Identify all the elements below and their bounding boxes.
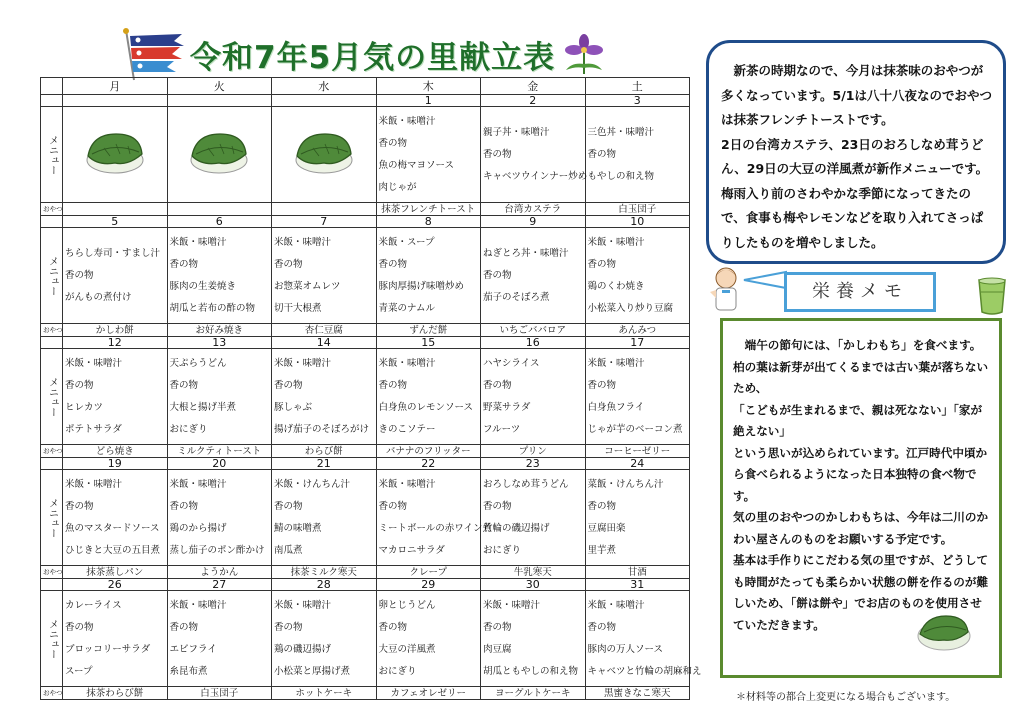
weekday-tue: 火 — [167, 78, 272, 95]
dish-item: ちらし寿司・すまし汁 — [65, 247, 161, 259]
dish-item: おろしなめ茸うどん — [483, 478, 569, 490]
snack-cell: ようかん — [167, 566, 272, 579]
dish-item: もやしの和え物 — [587, 170, 655, 182]
dish-item: ハヤシライス — [483, 357, 540, 369]
info-paragraph: 「こどもが生まれるまで、親は死なない」「家が絶えない」 — [733, 402, 983, 438]
date-cell — [63, 95, 168, 107]
dish-item: 香の物 — [378, 621, 408, 633]
date-cell: 7 — [272, 216, 377, 228]
dish-item: 香の物 — [65, 621, 94, 633]
snack-label: おやつ — [41, 687, 63, 700]
nutrition-memo-box — [706, 40, 1006, 264]
date-row — [41, 95, 690, 107]
snack-cell: 甘酒 — [585, 566, 690, 579]
dish-item: じゃが芋のベーコン煮 — [587, 423, 683, 435]
dish-item: 親子丼・味噌汁 — [483, 126, 550, 138]
snack-cell: 抹茶ミルク寒天 — [272, 566, 377, 579]
dish-item: 野菜サラダ — [483, 401, 531, 413]
dish-item: 魚の梅マヨソース — [378, 159, 455, 171]
snack-cell: どら焼き — [63, 445, 168, 458]
dish-item: 米飯・味噌汁 — [378, 357, 436, 369]
dish-item: キャベツと竹輪の胡麻和え — [587, 665, 702, 677]
dish-item: 米飯・味噌汁 — [378, 115, 436, 127]
snack-cell: 牛乳寒天 — [481, 566, 586, 579]
snack-cell: かしわ餅 — [63, 324, 168, 337]
dish-item: 青菜のナムル — [378, 302, 436, 314]
menu-cell — [585, 228, 690, 324]
snack-cell: ホットケーキ — [272, 687, 377, 700]
menu-cell — [272, 470, 377, 566]
date-cell: 20 — [167, 458, 272, 470]
dish-item: がんもの煮付け — [65, 291, 132, 303]
dish-item: 米飯・味噌汁 — [169, 599, 227, 611]
dish-item: 魚のマスタードソース — [65, 522, 160, 534]
menu-cell — [481, 470, 586, 566]
dish-item: 豚しゃぶ — [274, 401, 313, 413]
date-row — [41, 216, 690, 228]
menu-row — [41, 107, 690, 203]
menu-table — [40, 77, 702, 700]
menu-cell — [585, 470, 690, 566]
dish-item: 米飯・味噌汁 — [587, 357, 645, 369]
dish-item: 南瓜煮 — [274, 544, 303, 556]
dish-item: 小松菜入り炒り豆腐 — [587, 302, 674, 314]
dish-item: きのこソテー — [378, 423, 436, 435]
dish-item: 香の物 — [587, 379, 617, 391]
date-cell: 22 — [376, 458, 481, 470]
snack-cell — [63, 203, 168, 216]
menu-cell — [272, 228, 377, 324]
date-cell: 16 — [481, 337, 586, 349]
memo-paragraph: 2日の台湾カステラ、23日のおろしなめ茸うどん、29日の大豆の洋風煮が新作メニューです。梅雨入り前のさわやかな季節になってきたので、食事も梅やレモンなどを取り入れてさっぱりしたものを増やしました。 — [721, 136, 989, 250]
dish-item: 鯖の味噌煮 — [274, 522, 322, 534]
dish-item: 米飯・スープ — [378, 236, 435, 248]
dish-item: 鶏のから揚げ — [169, 522, 227, 534]
dish-item: 香の物 — [378, 500, 408, 512]
date-cell: 21 — [272, 458, 377, 470]
dish-item: 香の物 — [378, 137, 408, 149]
dish-item: 揚げ茄子のそぼろがけ — [274, 423, 370, 435]
dish-item: 鶏の磯辺揚げ — [274, 643, 332, 655]
dish-item: 香の物 — [483, 148, 512, 160]
date-cell — [272, 95, 377, 107]
dish-item: マカロニサラダ — [378, 544, 445, 556]
dish-item: 大豆の洋風煮 — [378, 643, 436, 655]
menu-cell — [481, 107, 586, 203]
week-body — [41, 93, 702, 700]
menu-cell — [585, 591, 702, 687]
dish-item: 香の物 — [587, 621, 617, 633]
snack-cell — [167, 203, 272, 216]
snack-cell: クレープ — [376, 566, 481, 579]
date-cell: 31 — [585, 579, 690, 591]
dish-item: おにぎり — [169, 423, 208, 435]
header-corner — [41, 78, 63, 95]
title-area — [122, 28, 622, 80]
date-cell: 15 — [376, 337, 481, 349]
menu-cell — [376, 349, 481, 445]
snack-cell: 杏仁豆腐 — [272, 324, 377, 337]
date-cell: 13 — [167, 337, 272, 349]
snack-row — [41, 445, 690, 458]
dish-item: 香の物 — [378, 258, 408, 270]
info-paragraph: という思いが込められています。江戸時代中頃から食べられるようになった日本独特の食べ物です。 — [733, 445, 988, 503]
dish-item: 豆腐田楽 — [587, 522, 626, 534]
dish-item: 米飯・味噌汁 — [65, 357, 123, 369]
menu-cell — [376, 470, 493, 566]
dish-item: 肉じゃが — [378, 181, 417, 193]
dish-item: 豚肉の生姜焼き — [169, 280, 237, 292]
date-cell: 8 — [376, 216, 481, 228]
dish-item: 三色丼・味噌汁 — [587, 126, 655, 138]
koinobori-icon — [122, 28, 188, 80]
iris-flower-icon — [562, 34, 606, 76]
dish-item: お惣菜オムレツ — [274, 280, 341, 292]
dish-item: 豚肉の万人ソース — [587, 643, 664, 655]
menu-cell — [376, 591, 481, 687]
dish-item: 香の物 — [65, 269, 94, 281]
dish-item: 茄子のそぼろ煮 — [483, 291, 550, 303]
dish-item: おにぎり — [378, 665, 417, 677]
date-row-label — [41, 458, 63, 470]
date-cell: 26 — [63, 579, 168, 591]
footnote: ＊材料等の都合上変更になる場合もございます。 — [736, 692, 956, 703]
date-cell: 9 — [481, 216, 586, 228]
dish-item: 香の物 — [587, 148, 617, 160]
info-paragraph: 端午の節句には、「かしわもち」を食べます。柏の葉は新芽が出てくるまでは古い葉が落ちないため、 — [733, 338, 989, 395]
menu-cell — [63, 591, 168, 687]
dish-item: 香の物 — [587, 500, 617, 512]
dish-item: 香の物 — [587, 258, 617, 270]
date-cell: 28 — [272, 579, 377, 591]
dish-item: 天ぷらうどん — [169, 357, 227, 369]
menu-label: メニュー — [41, 349, 63, 445]
dish-item: 胡瓜ともやしの和え物 — [483, 665, 579, 677]
dish-item: 菜飯・けんちん汁 — [587, 478, 664, 490]
dish-item: 香の物 — [169, 258, 199, 270]
menu-row — [41, 228, 690, 324]
menu-cell — [167, 591, 272, 687]
snack-cell: コーヒーゼリー — [585, 445, 690, 458]
snack-cell: プリン — [481, 445, 586, 458]
memo-paragraph: 新茶の時期なので、今月は抹茶味のおやつが多くなっています。5/1は八十八夜なのでおやつは抹茶フレンチトーストです。 — [721, 63, 992, 127]
menu-cell — [63, 228, 168, 324]
dish-item: 香の物 — [274, 258, 303, 270]
weekday-header-row — [41, 78, 690, 95]
menu-cell — [585, 107, 690, 203]
dish-item: 肉豆腐 — [483, 643, 512, 655]
menu-cell — [585, 349, 690, 445]
kashiwa-mochi-icon — [188, 130, 250, 176]
menu-cell-empty — [272, 107, 377, 203]
dish-item: 糸昆布煮 — [169, 665, 208, 677]
dish-item: 卵とじうどん — [378, 599, 436, 611]
snack-cell: 黒蜜きなこ寒天 — [585, 687, 690, 700]
kashiwa-mochi-icon — [293, 130, 355, 176]
date-cell: 2 — [481, 95, 586, 107]
menu-cell — [376, 228, 481, 324]
dish-item: 香の物 — [378, 379, 408, 391]
menu-cell — [481, 349, 586, 445]
dish-item: 香の物 — [169, 379, 199, 391]
date-cell: 30 — [481, 579, 586, 591]
snack-cell: 抹茶フレンチトースト — [376, 203, 481, 216]
date-cell: 24 — [585, 458, 690, 470]
dish-item: 米飯・けんちん汁 — [274, 478, 351, 490]
snack-cell: ミルクティトースト — [167, 445, 272, 458]
date-cell: 6 — [167, 216, 272, 228]
dish-item: 米飯・味噌汁 — [169, 478, 227, 490]
weekday-mon: 月 — [63, 78, 168, 95]
page-title: 令和7年5月気の里献立表 — [190, 40, 556, 76]
snack-cell: 白玉団子 — [167, 687, 272, 700]
dish-item: 竹輪の磯辺揚げ — [483, 522, 550, 534]
kashiwa-mochi-icon — [916, 612, 972, 652]
date-cell: 19 — [63, 458, 168, 470]
date-cell: 29 — [376, 579, 481, 591]
dish-item: 香の物 — [169, 621, 199, 633]
dish-item: 香の物 — [483, 621, 512, 633]
snack-cell: いちごババロア — [481, 324, 586, 337]
dish-item: 米飯・味噌汁 — [483, 599, 541, 611]
dish-item: ヒレカツ — [65, 401, 104, 413]
weekday-sat: 土 — [585, 78, 690, 95]
dish-item: 香の物 — [65, 379, 94, 391]
date-cell: 3 — [585, 95, 690, 107]
dish-item: 香の物 — [169, 500, 199, 512]
dish-item: エビフライ — [169, 643, 217, 655]
date-cell: 23 — [481, 458, 586, 470]
dish-item: ねぎとろ丼・味噌汁 — [483, 247, 569, 259]
snack-cell — [272, 203, 377, 216]
snack-cell: 白玉団子 — [585, 203, 690, 216]
date-cell: 27 — [167, 579, 272, 591]
menu-cell — [481, 228, 586, 324]
green-tea-cup-icon — [975, 276, 1009, 316]
menu-row — [41, 470, 690, 566]
date-row-label — [41, 95, 63, 107]
menu-label: メニュー — [41, 107, 63, 203]
snack-label: おやつ — [41, 445, 63, 458]
dish-item: フルーツ — [483, 423, 521, 435]
info-paragraph: 気の里のおやつのかしわもちは、今年は二川のかわい屋さんのものをお願いする予定です。 — [733, 510, 989, 546]
weekday-fri: 金 — [481, 78, 586, 95]
dish-item: 米飯・味噌汁 — [169, 236, 227, 248]
menu-cell — [167, 228, 272, 324]
snack-label: おやつ — [41, 566, 63, 579]
dish-item: 米飯・味噌汁 — [587, 599, 645, 611]
date-row — [41, 337, 690, 349]
date-row-label — [41, 216, 63, 228]
snack-row — [41, 324, 690, 337]
date-cell: 17 — [585, 337, 690, 349]
snack-cell: ヨーグルトケーキ — [481, 687, 586, 700]
dish-item: キャベツウインナー炒め — [483, 170, 588, 182]
dish-item: 香の物 — [274, 500, 303, 512]
dish-item: 白身魚フライ — [587, 401, 645, 413]
date-cell — [167, 95, 272, 107]
dish-item: 米飯・味噌汁 — [274, 599, 332, 611]
menu-label: メニュー — [41, 470, 63, 566]
menu-row — [41, 591, 690, 687]
dish-item: 米飯・味噌汁 — [274, 236, 332, 248]
menu-cell — [63, 470, 168, 566]
menu-cell — [481, 591, 586, 687]
weekday-thu: 木 — [376, 78, 481, 95]
info-paragraph: 基本は手作りにこだわる気の里ですが、どうしても時間がたっても柔らかい状態の餅を作るのが難しいため、「餅は餅や」でお店のものを使用させていただきます。 — [733, 553, 989, 632]
menu-label: メニュー — [41, 591, 63, 687]
date-cell: 10 — [585, 216, 690, 228]
menu-label: メニュー — [41, 228, 63, 324]
date-cell: 14 — [272, 337, 377, 349]
menu-cell-empty — [63, 107, 168, 203]
menu-cell — [376, 107, 481, 203]
dish-item: 大根と揚げ半煮 — [169, 401, 237, 413]
dish-item: 蒸し茄子のポン酢かけ — [169, 544, 265, 556]
dish-item: スープ — [65, 665, 93, 677]
dish-item: 里芋煮 — [587, 544, 617, 556]
snack-cell: 抹茶蒸しパン — [63, 566, 168, 579]
dish-item: カレーライス — [65, 599, 122, 611]
dish-item: 豚肉厚揚げ味噌炒め — [378, 280, 465, 292]
nurse-illustration-icon — [706, 262, 786, 314]
snack-cell: カフェオレゼリー — [376, 687, 481, 700]
date-row-label — [41, 579, 63, 591]
date-row — [41, 458, 690, 470]
date-cell: 12 — [63, 337, 168, 349]
snack-cell: あんみつ — [585, 324, 690, 337]
menu-cell — [167, 470, 272, 566]
menu-cell-empty — [167, 107, 272, 203]
dish-item: 鶏のくわ焼き — [587, 280, 645, 292]
snack-label: おやつ — [41, 203, 63, 216]
nutrition-memo-label: 栄養メモ — [784, 272, 936, 312]
date-cell: 5 — [63, 216, 168, 228]
snack-label: おやつ — [41, 324, 63, 337]
dish-item: ひじきと大豆の五目煮 — [65, 544, 161, 556]
snack-cell: 抹茶わらび餅 — [63, 687, 168, 700]
snack-cell: 台湾カステラ — [481, 203, 586, 216]
menu-cell — [63, 349, 168, 445]
dish-item: 白身魚のレモンソース — [378, 401, 474, 413]
snack-cell: バナナのフリッター — [376, 445, 481, 458]
date-row — [41, 579, 690, 591]
dish-item: 切干大根煮 — [274, 302, 322, 314]
dish-item: 香の物 — [274, 379, 303, 391]
date-row-label — [41, 337, 63, 349]
dish-item: 香の物 — [274, 621, 303, 633]
menu-cell — [167, 349, 272, 445]
dish-item: 香の物 — [483, 500, 512, 512]
menu-cell — [272, 591, 377, 687]
weekday-wed: 水 — [272, 78, 377, 95]
dish-item: 小松菜と厚揚げ煮 — [274, 665, 351, 677]
kashiwa-mochi-icon — [84, 130, 146, 176]
snack-row — [41, 203, 690, 216]
menu-row — [41, 349, 690, 445]
menu-cell — [272, 349, 377, 445]
snack-cell: ずんだ餅 — [376, 324, 481, 337]
dish-item: ブロッコリーサラダ — [65, 643, 151, 655]
dish-item: 米飯・味噌汁 — [587, 236, 645, 248]
snack-row — [41, 566, 690, 579]
snack-cell: わらび餅 — [272, 445, 377, 458]
dish-item: 胡瓜と若布の酢の物 — [169, 302, 256, 314]
dish-item: 米飯・味噌汁 — [274, 357, 332, 369]
dish-item: 米飯・味噌汁 — [378, 478, 436, 490]
dish-item: 香の物 — [483, 269, 512, 281]
dish-item: 香の物 — [65, 500, 94, 512]
snack-row — [41, 687, 690, 700]
snack-cell: お好み焼き — [167, 324, 272, 337]
date-cell: 1 — [376, 95, 481, 107]
dish-item: ミートボールの赤ワイン煮 — [378, 522, 493, 534]
dish-item: 米飯・味噌汁 — [65, 478, 123, 490]
dish-item: 香の物 — [483, 379, 512, 391]
dish-item: おにぎり — [483, 544, 522, 556]
dish-item: ポテトサラダ — [65, 423, 122, 435]
